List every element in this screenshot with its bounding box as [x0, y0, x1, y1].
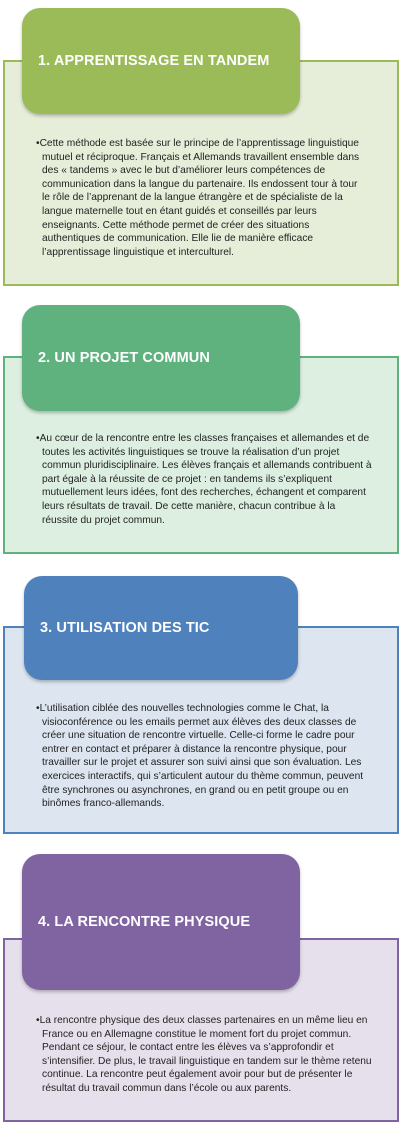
title-tandem: 1. APPRENTISSAGE EN TANDEM: [38, 53, 270, 69]
title-rencontre: 4. LA RENCONTRE PHYSIQUE: [38, 914, 251, 930]
card-text-projet: •Au cœur de la rencontre entre les classes françaises et allemandes et de toutes les activités linguistiques se trouve la réalisation d’un projet commun pluridisciplinaire. Les élèves français et allemands contribuent à part égale à la réussite de ce projet : en tandems ils s’expliquent mutuellement leurs idées, font des recherches, échangent et comparent leurs résultats de travail. De cette manière, chacun contribue à la réussite du projet commun.: [36, 433, 372, 526]
title-pill-projet: [22, 305, 300, 411]
title-projet: 2. UN PROJET COMMUN: [38, 350, 210, 366]
card-text-tandem: •Cette méthode est basée sur le principe de l’apprentissage linguistique mutuel et réciproque. Français et Allemands travaillent ensemble dans des « tandems » avec le but d’améliorer leurs compétences de communication dans la langue du partenaire. Ils endossent tour à tour le rôle de l’apprenant de la langue étrangère et de spécialiste de la langue maternelle tout en étant guidés et conseillés par leurs enseignants. Cette méthode permet de créer des situations authentiques de communication. Elle lie de manière efficace l’apprentissage linguistique et interculturel.: [36, 138, 360, 258]
card-text-rencontre: •La rencontre physique des deux classes partenaires en un même lieu en France ou en Allemagne constitue le moment fort du projet commun. Pendant ce séjour, le contact entre les élèves va s’approfondir et s’intensifier. De plus, le travail linguistique en tandem sur le thème retenu continue. La rencontre peut également avoir pour but de présenter le résultat du travail commun dans l’école ou aux parents.: [36, 1015, 372, 1094]
card-text-tic: •L’utilisation ciblée des nouvelles technologies comme le Chat, la visioconférence ou les emails permet aux élèves des deux classes de créer une situation de rencontre virtuelle. Celle-ci forme le cadre pour entrer en contact et préparer à distance la rencontre physique, pour travailler sur le projet et assurer son suivi ainsi que son évaluation. Les exercices interactifs, qui s’articulent autour du thème commun, peuvent être synchrones ou asynchrones, en grand ou en petit groupe ou en binômes franco-allemands.: [36, 703, 364, 810]
title-pill-rencontre: [22, 854, 300, 990]
title-pill-tic: [24, 576, 298, 680]
title-tic: 3. UTILISATION DES TIC: [40, 620, 210, 636]
title-pill-tandem: [22, 8, 300, 114]
